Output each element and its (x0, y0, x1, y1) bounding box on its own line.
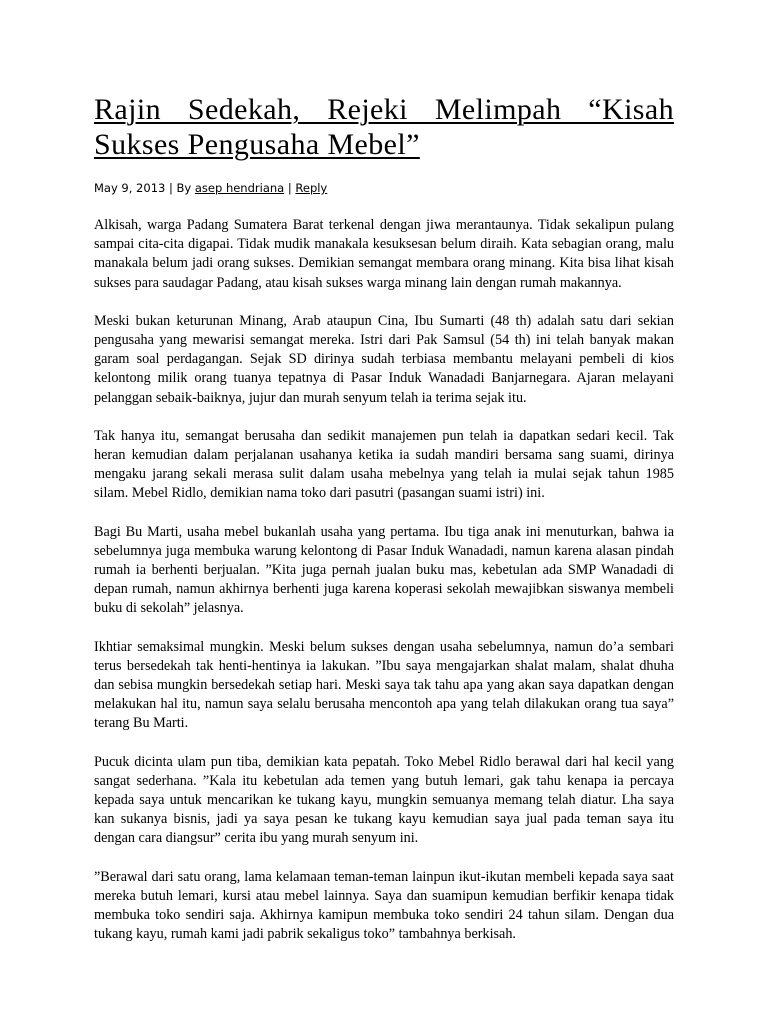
author-link[interactable]: asep hendriana (194, 181, 285, 195)
reply-link[interactable]: Reply (295, 181, 328, 195)
article (94, 0, 674, 964)
paragraph-3: Tak hanya itu, semangat berusaha dan sedikit manajemen pun telah ia dapatkan sedari kecil. Tak heran kemudian dalam perjalanan usahanya ketika ia sudah mandiri bersama sang suami, dirinya mengaku jarang sekali merasa sulit dalam usaha mebelnya yang telah ia mulai sejak tahun 1985 silam. Mebel Ridlo, demikian nama toko dari pasutri (pasangan suami istri) ini. (94, 427, 674, 502)
paragraph-6: Pucuk dicinta ulam pun tiba, demikian kata pepatah. Toko Mebel Ridlo berawal dari hal kecil yang sangat sederhana. ”Kala itu kebetulan ada temen yang butuh lemari, gak tahu kenapa ia percaya kepada saya untuk mencarikan ke tukang kayu, mungkin semuanya memang telah diatur. Lha saya kan sukanya bisnis, jadi ya saya pesan ke tukang kayu kemudian saya jual pada teman saya itu dengan cara diangsur” cerita ibu yang murah senyum ini. (94, 753, 674, 847)
paragraph-5: Ikhtiar semaksimal mungkin. Meski belum sukses dengan usaha sebelumnya, namun do’a sembari terus bersedekah tak henti-hentinya ia lakukan. ”Ibu saya mengajarkan shalat malam, shalat dhuha dan sebisa mungkin bersedekah setiap hari. Meski saya tak tahu apa yang akan saya dapatkan dengan melakukan hal itu, namun saya selalu berusaha mencontoh apa yang telah dilakukan orang tua saya” terang Bu Marti. (94, 638, 674, 732)
paragraph-7: ”Berawal dari satu orang, lama kelamaan teman-teman lainpun ikut-ikutan membeli kepada saya saat mereka butuh lemari, kursi atau mebel lainnya. Saya dan suamipun kemudian berfikir kenapa tidak membuka toko sendiri saja. Akhirnya kamipun membuka toko sendiri 24 tahun silam. Dengan dua tukang kayu, rumah kami jadi pabrik sekaligus toko” tambahnya berkisah. (94, 868, 674, 943)
paragraph-2: Meski bukan keturunan Minang, Arab ataupun Cina, Ibu Sumarti (48 th) adalah satu dari sekian pengusaha yang mewarisi semangat mereka. Istri dari Pak Samsul (54 th) ini telah banyak makan garam soal perdagangan. Sejak SD dirinya sudah terbiasa membantu melayani pembeli di kios kelontong milik orang tuanya tepatnya di Pasar Induk Wanadadi Banjarnegara. Ajaran melayani pelanggan sebaik-baiknya, jujur dan murah senyum telah ia terima sejak itu. (94, 312, 674, 406)
paragraph-4: Bagi Bu Marti, usaha mebel bukanlah usaha yang pertama. Ibu tiga anak ini menuturkan, bahwa ia sebelumnya juga membuka warung kelontong di Pasar Induk Wanadadi, namun karena alasan pindah rumah ia berhenti berjualan. ”Kita juga pernah jualan buku mas, kebetulan ada SMP Wanadadi di depan rumah, namun akhirnya berhenti juga karena koperasi sekolah mewajibkan siswanya membeli buku di sekolah” jelasnya. (94, 523, 674, 617)
meta-separator: | (284, 181, 296, 195)
meta-separator-by: | By (165, 181, 195, 195)
article-meta (94, 180, 674, 196)
article-title: Rajin Sedekah, Rejeki Melimpah “Kisah Sukses Pengusaha Mebel” (94, 93, 674, 161)
paragraph-1: Alkisah, warga Padang Sumatera Barat terkenal dengan jiwa merantaunya. Tidak sekalipun pulang sampai cita-cita digapai. Tidak mudik manakala kesuksesan belum diraih. Kata sebagian orang, malu manakala belum jadi orang sukses. Demikian semangat membara orang minang. Kita bisa lihat kisah sukses para saudagar Padang, atau kisah sukses warga minang lain dengan rumah makannya. (94, 217, 674, 291)
article-body (94, 216, 674, 945)
post-date: May 9, 2013 (94, 181, 166, 195)
